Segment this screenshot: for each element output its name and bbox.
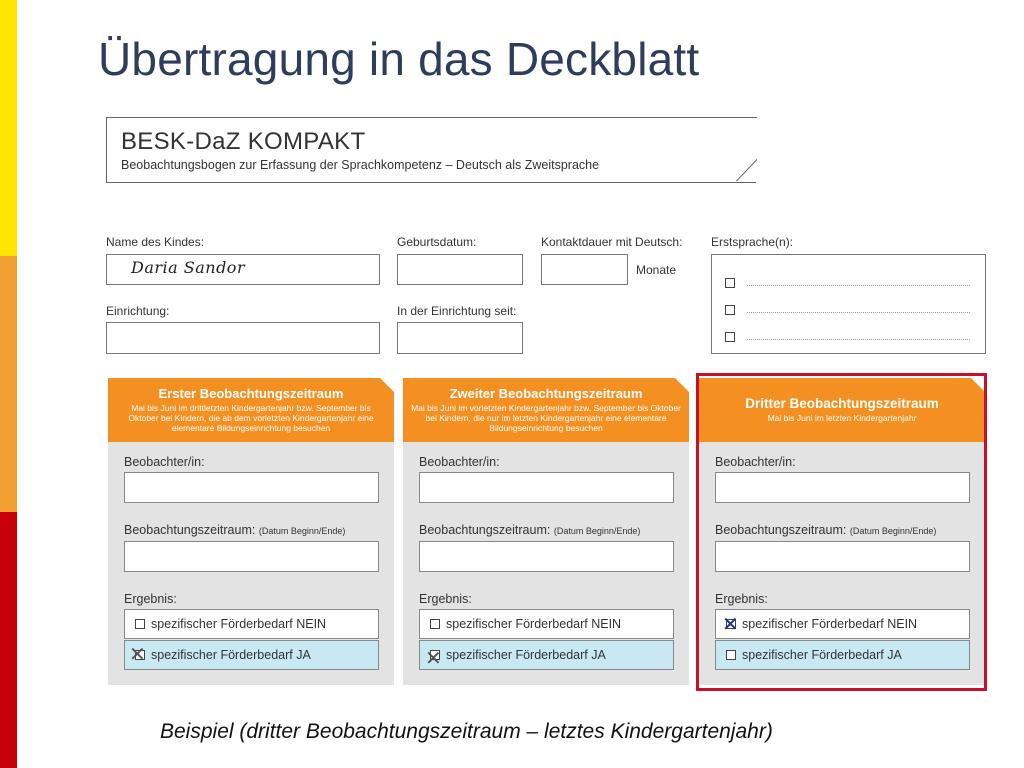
checkbox[interactable] xyxy=(725,305,735,315)
institution-field[interactable] xyxy=(106,322,380,354)
accent-stripe-yellow xyxy=(0,0,17,256)
card-subtitle: Mai bis Juni im letzten Kindergartenjahr xyxy=(767,413,917,423)
observer-field[interactable] xyxy=(419,472,674,503)
since-label: In der Einrichtung seit: xyxy=(397,304,517,318)
card-title: Dritter Beobachtungszeitraum xyxy=(745,396,939,411)
card-title: Zweiter Beobachtungszeitraum xyxy=(449,386,643,401)
result-label: Ergebnis: xyxy=(715,592,768,606)
language-label: Erstsprache(n): xyxy=(711,235,794,249)
observer-label: Beobachter/in: xyxy=(124,455,205,469)
header-corner-shape xyxy=(733,117,757,181)
card-subtitle: Mai bis Juni im drittletzten Kindergartenjahr bzw. September bis Oktober bei Kindern, die ab dem vorletzten Kindergartenjahr eine elementare Bildungseinrichtung besuchen xyxy=(128,403,374,433)
check-x-icon: ✕ xyxy=(722,612,739,636)
language-box xyxy=(711,254,986,354)
period-label: Beobachtungszeitraum: (Datum Beginn/Ende) xyxy=(715,523,937,537)
checkbox[interactable] xyxy=(135,619,145,629)
accent-stripe-orange xyxy=(0,256,17,512)
language-row[interactable] xyxy=(725,328,970,342)
checkbox[interactable] xyxy=(430,619,440,629)
observer-label: Beobachter/in: xyxy=(419,455,500,469)
result-option-yes[interactable]: spezifischer Förderbedarf JA xyxy=(715,640,970,670)
period-label: Beobachtungszeitraum: (Datum Beginn/Ende) xyxy=(419,523,641,537)
highlight-frame xyxy=(696,373,987,691)
checkbox[interactable] xyxy=(725,278,735,288)
language-row[interactable] xyxy=(725,301,970,315)
slide-caption: Beispiel (dritter Beobachtungszeitraum – letztes Kindergartenjahr) xyxy=(160,720,773,743)
contact-field[interactable] xyxy=(541,254,628,285)
check-x-icon: ✕ xyxy=(425,646,442,670)
observation-card-2 xyxy=(403,378,689,685)
name-label: Name des Kindes: xyxy=(106,235,205,249)
result-option-no[interactable]: spezifischer Förderbedarf NEIN xyxy=(124,609,379,639)
result-option-yes[interactable]: spezifischer Förderbedarf JA xyxy=(124,640,379,670)
observer-label: Beobachter/in: xyxy=(715,455,796,469)
check-x-icon: ✕ xyxy=(129,642,146,666)
name-value: Daria Sandor xyxy=(131,258,246,277)
result-label: Ergebnis: xyxy=(124,592,177,606)
card-header xyxy=(108,378,394,442)
birth-label: Geburtsdatum: xyxy=(397,235,477,249)
period-field[interactable] xyxy=(419,541,674,572)
birth-field[interactable] xyxy=(397,254,523,285)
language-row[interactable] xyxy=(725,274,970,288)
result-label: Ergebnis: xyxy=(419,592,472,606)
institution-label: Einrichtung: xyxy=(106,304,170,318)
card-title: Erster Beobachtungszeitraum xyxy=(158,386,344,401)
result-option-no[interactable]: spezifischer Förderbedarf NEIN xyxy=(715,609,970,639)
slide-title: Übertragung in das Deckblatt xyxy=(98,33,700,85)
contact-unit: Monate xyxy=(636,263,677,277)
since-field[interactable] xyxy=(397,322,523,354)
name-field[interactable] xyxy=(106,254,380,285)
form-header xyxy=(106,117,756,183)
result-option-yes[interactable]: spezifischer Förderbedarf JA xyxy=(419,640,674,670)
checkbox[interactable] xyxy=(725,332,735,342)
period-field[interactable] xyxy=(124,541,379,572)
contact-label: Kontaktdauer mit Deutsch: xyxy=(541,235,683,249)
accent-stripe-red xyxy=(0,512,17,768)
observer-field[interactable] xyxy=(124,472,379,503)
form-subtitle: Beobachtungsbogen zur Erfassung der Sprachkompetenz – Deutsch als Zweitsprache xyxy=(121,158,600,172)
period-label: Beobachtungszeitraum: (Datum Beginn/Ende) xyxy=(124,523,346,537)
observation-card-1 xyxy=(108,378,394,685)
result-option-no[interactable]: spezifischer Förderbedarf NEIN xyxy=(419,609,674,639)
form-title: BESK-DaZ KOMPAKT xyxy=(121,128,366,155)
card-subtitle: Mai bis Juni im vorletzten Kindergartenjahr bzw. September bis Oktober bei Kindern, die nur im letzten Kindergartenjahr eine elementare Bildungseinrichtung besuchen xyxy=(411,403,681,433)
card-header xyxy=(403,378,689,442)
